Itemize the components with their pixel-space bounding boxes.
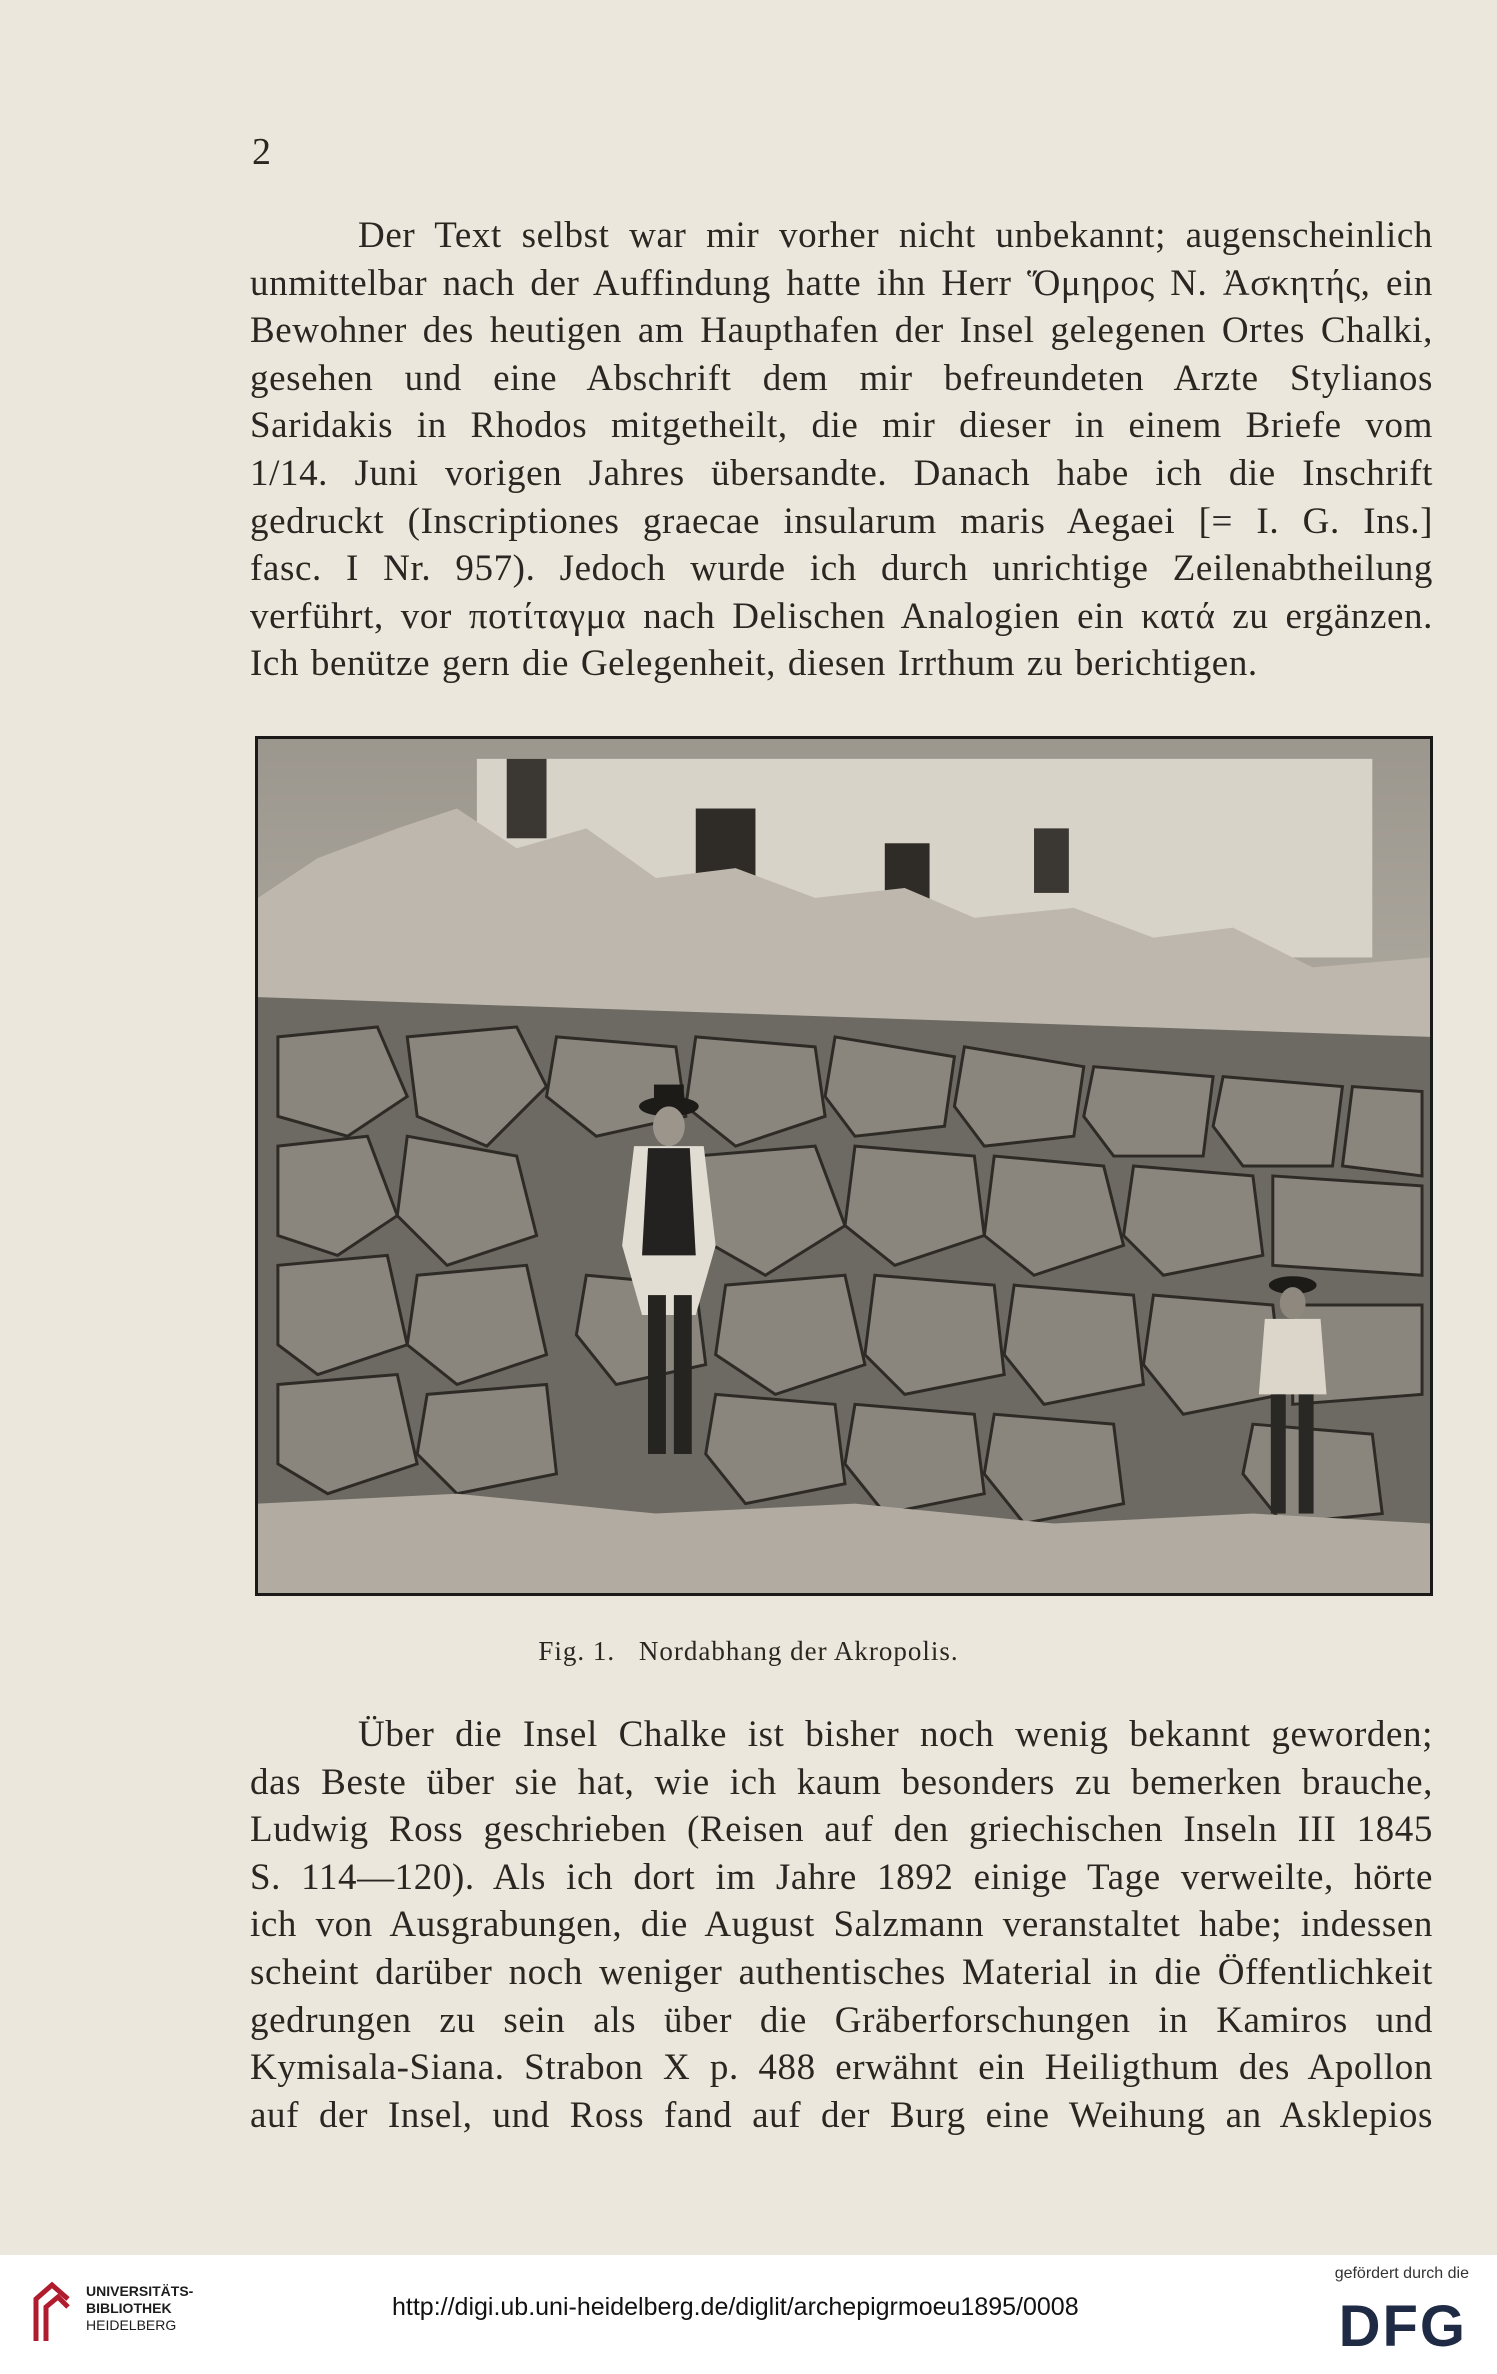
dfg-logo: DFG bbox=[1338, 2294, 1467, 2359]
text-line: 1/14. Juni vorigen Jahres übersandte. Danach habe ich die Inschrift bbox=[250, 452, 1433, 494]
paragraph-chalke bbox=[250, 1711, 1433, 2139]
text-line: scheint darüber noch weniger authentisches Material in die Öffentlichkeit bbox=[250, 1951, 1433, 1993]
figure-photo-acropolis-wall bbox=[255, 736, 1433, 1596]
text-line: Saridakis in Rhodos mitgetheilt, die mir dieser in einem Briefe vom bbox=[250, 405, 1433, 447]
figure-title: Nordabhang der Akropolis. bbox=[638, 1636, 959, 1666]
library-name-line: HEIDELBERG bbox=[86, 2317, 177, 2333]
text-line: auf der Insel, und Ross fand auf der Burg eine Weihung an Asklepios bbox=[250, 2094, 1433, 2136]
digitization-footer bbox=[0, 2255, 1497, 2374]
figure-caption bbox=[0, 1636, 1497, 1667]
text-line: Ich benütze gern die Gelegenheit, diesen Irrthum zu berichtigen. bbox=[250, 643, 1258, 685]
text-line: gedrungen zu sein als über die Gräberforschungen in Kamiros und bbox=[250, 1999, 1433, 2041]
funding-note: gefördert durch die bbox=[1334, 2265, 1469, 2282]
page-number: 2 bbox=[252, 131, 271, 173]
photo-wall-illustration bbox=[258, 739, 1430, 1593]
text-line: fasc. I Nr. 957). Jedoch wurde ich durch unrichtige Zeilenabtheilung bbox=[250, 548, 1433, 590]
source-url-link[interactable]: http://digi.ub.uni-heidelberg.de/diglit/archepigrmoeu1895/0008 bbox=[392, 2293, 1079, 2321]
figure-label: Fig. 1. bbox=[538, 1636, 616, 1666]
text-line: das Beste über sie hat, wie ich kaum besonders zu bemerken brauche, bbox=[250, 1761, 1433, 1803]
text-line: S. 114—120). Als ich dort im Jahre 1892 einige Tage verweilte, hörte bbox=[250, 1856, 1433, 1898]
text-line: unmittelbar nach der Auffindung hatte ihn Herr Ὅμηρος N. Ἀσκητής, ein bbox=[250, 262, 1433, 304]
text-line: Über die Insel Chalke ist bisher noch wenig bekannt geworden; bbox=[358, 1714, 1433, 1755]
university-library-logo-icon bbox=[30, 2281, 74, 2345]
library-name-line: BIBLIOTHEK bbox=[86, 2300, 172, 2316]
text-line: Bewohner des heutigen am Haupthafen der Insel gelegenen Ortes Chalki, bbox=[250, 310, 1433, 352]
paragraph-intro bbox=[250, 212, 1433, 688]
house-window bbox=[507, 759, 547, 838]
text-line: Kymisala-Siana. Strabon X p. 488 erwähnt ein Heiligthum des Apollon bbox=[250, 2047, 1433, 2089]
text-line: Der Text selbst war mir vorher nicht unbekannt; augenscheinlich bbox=[358, 215, 1433, 256]
text-line: Ludwig Ross geschrieben (Reisen auf den griechischen Inseln III 1845 bbox=[250, 1809, 1433, 1851]
university-library-name bbox=[86, 2283, 193, 2334]
house-window bbox=[1034, 828, 1069, 893]
text-line: ich von Ausgrabungen, die August Salzmann veranstaltet habe; indessen bbox=[250, 1904, 1433, 1946]
text-line: gesehen und eine Abschrift dem mir befreundeten Arzte Stylianos bbox=[250, 357, 1433, 399]
text-line: verführt, vor ποτίταγμα nach Delischen Analogien ein κατά zu ergänzen. bbox=[250, 595, 1433, 637]
library-name-line: UNIVERSITÄTS- bbox=[86, 2283, 194, 2299]
text-line: gedruckt (Inscriptiones graecae insularum maris Aegaei [= I. G. Ins.] bbox=[250, 500, 1433, 542]
